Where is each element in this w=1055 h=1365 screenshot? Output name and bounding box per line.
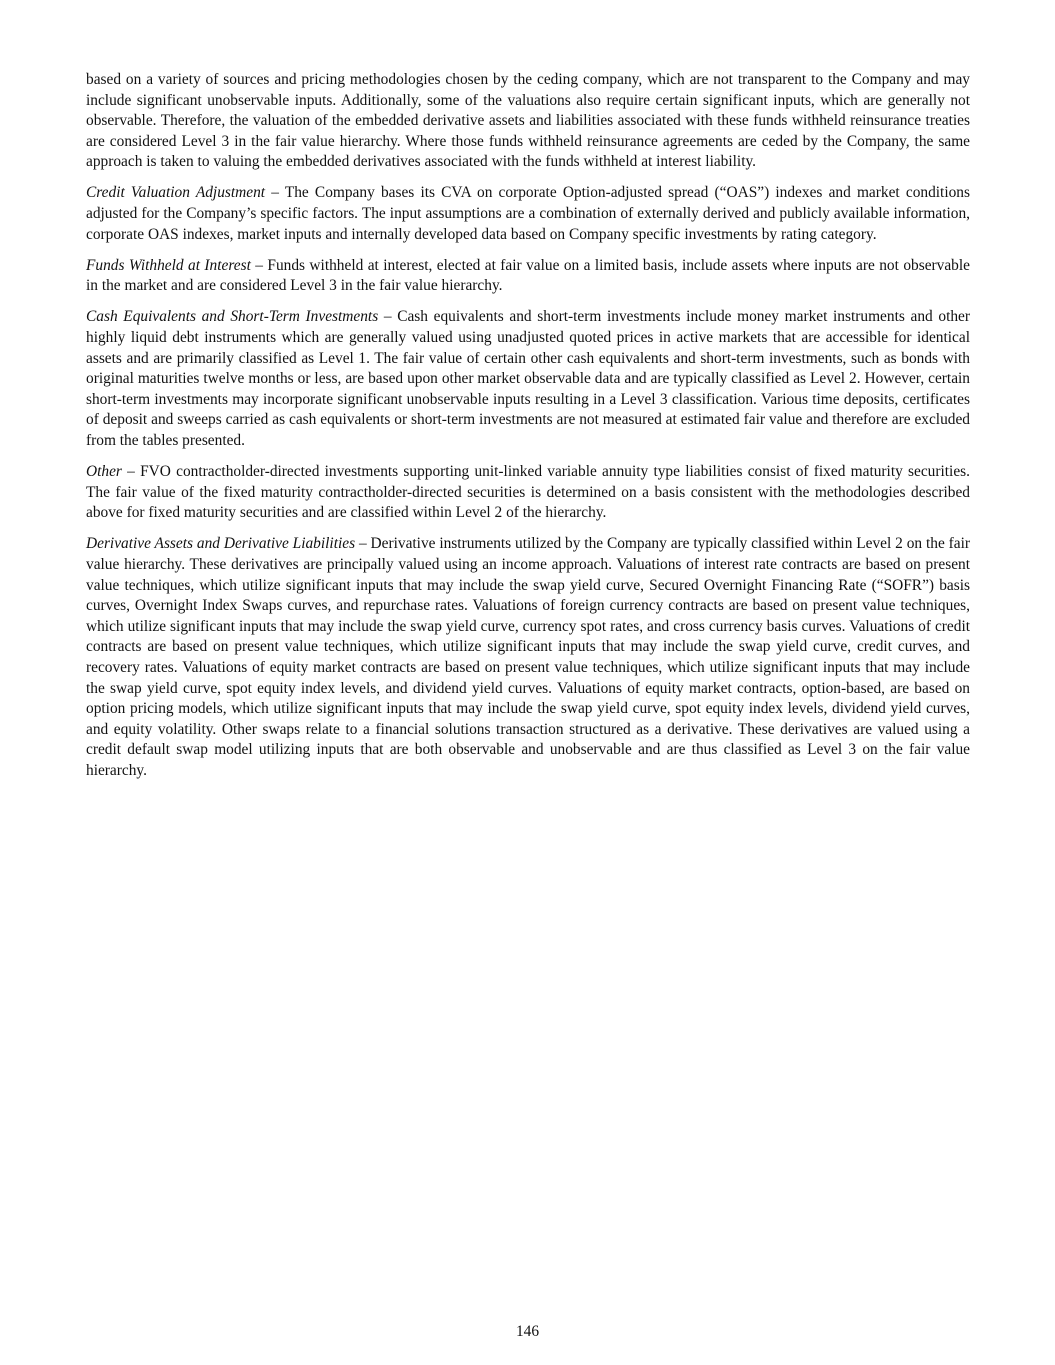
paragraph-text: – Derivative instruments utilized by the Company are typically classified within Level 2 on the fair value hierarchy. These derivatives are principally valued using an income approach. Valuations of interest rate contracts are based on present value techniques, which utilize significant inputs that may include the swap yield curve, Secured Overnight Financing Rate (“SOFR”) basis curves, Overnight Index Swaps curves, and repurchase rates. Valuations of foreign currency contracts are based on present value techniques, which utilize significant inputs that may include the swap yield curve, currency spot rates, and cross currency basis curves. Valuations of credit contracts are based on present value techniques, which utilize significant inputs that may include the swap yield curve, credit curves, and recovery rates. Valuations of equity market contracts are based on present value techniques, which utilize significant inputs that may include the swap yield curve, spot equity index levels, and dividend yield curves. Valuations of equity market contracts, option-based, are based on option pricing models, which utilize significant inputs that may include the swap yield curve, spot equity index levels, dividend yield curves, and equity volatility. Other swaps relate to a financial solutions transaction structured as a derivative. These derivatives are valued using a credit default swap model utilizing inputs that are both observable and unobservable and are thus classified as Level 3 on the fair value hierarchy. [86, 535, 970, 779]
paragraph-heading: Credit Valuation Adjustment [86, 184, 266, 202]
paragraph-heading: Derivative Assets and Derivative Liabilities [86, 535, 356, 553]
paragraph-credit-valuation-adjustment [86, 183, 970, 245]
paragraph-text: – FVO contractholder-directed investments supporting unit-linked variable annuity type liabilities consist of fixed maturity securities. The fair value of the fixed maturity contractholder-directed securities is determined on a basis consistent with the methodologies described above for fixed maturity securities and are classified within Level 2 of the hierarchy. [86, 463, 970, 522]
paragraph-continuation [86, 70, 970, 173]
page-number: 146 [515, 1323, 540, 1340]
paragraph-heading: Funds Withheld at Interest [86, 256, 251, 274]
paragraph-other [86, 462, 970, 524]
paragraph-cash-equivalents [86, 307, 970, 451]
paragraph-heading: Other [86, 463, 122, 481]
paragraph-funds-withheld-at-interest [86, 256, 970, 297]
paragraph-derivative-assets-liabilities [86, 534, 970, 781]
paragraph-text: – Cash equivalents and short-term investments include money market instruments and other highly liquid debt instruments which are generally valued using unadjusted quoted prices in active markets that are accessible for identical assets and are primarily classified as Level 1. The fair value of certain other cash equivalents and short-term investments, such as bonds with original maturities twelve months or less, are based upon other market observable data and are typically classified as Level 2. However, certain short-term investments may incorporate significant unobservable inputs resulting in a Level 3 classification. Various time deposits, certificates of deposit and sweeps carried as cash equivalents or short-term investments are not measured at estimated fair value and therefore are excluded from the tables presented. [86, 308, 970, 449]
paragraph-text: based on a variety of sources and pricing methodologies chosen by the ceding company, which are not transparent to the Company and may include significant unobservable inputs. Additionally, some of the valuations also require certain significant inputs, which are generally not observable. Therefore, the valuation of the embedded derivative assets and liabilities associated with these funds withheld reinsurance treaties are considered Level 3 in the fair value hierarchy. Where those funds withheld reinsurance agreements are ceded by the Company, the same approach is taken to valuing the embedded derivatives associated with the funds withheld at interest liability. [86, 71, 970, 171]
document-body [86, 70, 970, 792]
paragraph-heading: Cash Equivalents and Short-Term Investments [86, 308, 379, 326]
paragraph-text: – Funds withheld at interest, elected at fair value on a limited basis, include assets where inputs are not observable in the market and are considered Level 3 in the fair value hierarchy. [86, 256, 970, 295]
paragraph-text: – The Company bases its CVA on corporate Option-adjusted spread (“OAS”) indexes and market conditions adjusted for the Company’s specific factors. The input assumptions are a combination of externally derived and publicly available information, corporate OAS indexes, market inputs and internally developed data based on Company specific investments by rating category. [86, 184, 970, 243]
